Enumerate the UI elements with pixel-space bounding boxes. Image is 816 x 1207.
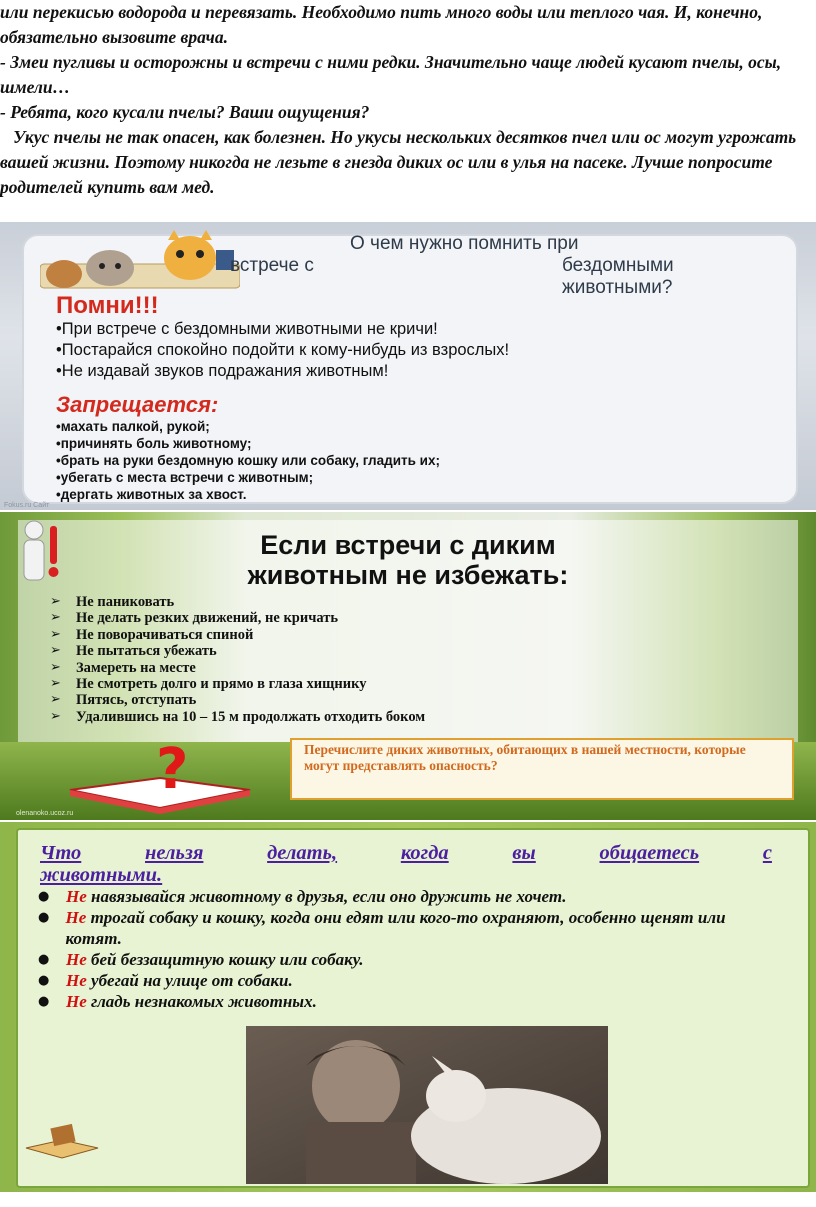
list-item: ➢ Не паниковать [50, 594, 175, 610]
intro-paragraph-4: Укус пчелы не так опасен, как болезнен. Но укусы нескольких десятков пчел или ос могут угрожать вашей жизни. Поэтому никогда не лезьте в гнезда диких ос или в улья на пасеке. Лучше попросите родителей купить вам мед. [0, 127, 801, 197]
slide-title-line3: животными? [562, 277, 673, 298]
svg-text:?: ? [156, 738, 189, 802]
arrow-bullet-icon: ➢ [50, 643, 61, 659]
slide-title-line1: Что нельзя делать, когда вы общаетесь с [40, 842, 772, 864]
list-item: ➢ Не поворачиваться спиной [50, 626, 254, 643]
intro-paragraph-3: - Ребята, кого кусали пчелы? Ваши ощущения? [0, 102, 370, 122]
list-item: ➢ Удалившись на 10 – 15 м продолжать отходить боком [50, 708, 426, 725]
slide-wild-animals [0, 512, 816, 820]
bullet-icon: ● [38, 952, 50, 967]
arrow-bullet-icon: ➢ [50, 626, 61, 642]
arrow-bullet-icon: ➢ [50, 610, 61, 626]
arrow-bullet-icon: ➢ [50, 676, 61, 692]
rules-list [38, 886, 774, 1012]
intro-paragraph-1: или перекисью водорода и перевязать. Необходимо пить много воды или теплого чая. И, конечно, обязательно вызовите врача. [0, 2, 763, 47]
bullet-icon: ● [38, 889, 50, 904]
list-item: ➢ Не пытаться убежать [50, 643, 217, 660]
slide-title-line1: О чем нужно помнить при [350, 233, 579, 254]
remember-list [56, 320, 756, 383]
slide-title [0, 530, 816, 590]
list-item: ● Не трогай собаку и кошку, когда они едят или кого-то охраняют, особенно щенят или котят. [38, 908, 726, 948]
boy-with-goat-photo [246, 1026, 608, 1184]
forbidden-heading: Запрещается: [56, 392, 219, 417]
list-item: •При встрече с бездомными животными не кричи! [56, 320, 438, 338]
arrow-bullet-icon: ➢ [50, 594, 61, 609]
slide-title-line2b: бездомными [562, 255, 674, 276]
list-item: •причинять боль животному; [56, 436, 252, 451]
list-item: ➢ Пятясь, отступать [50, 692, 197, 709]
slide-homeless-animals [0, 222, 816, 510]
list-item: ➢ Замереть на месте [50, 659, 196, 676]
books-icon [22, 1118, 102, 1162]
slide-title-line2: животными. [40, 864, 163, 886]
remember-heading: Помни!!! [56, 292, 159, 319]
list-item: ➢ Не смотреть долго и прямо в глаза хищнику [50, 676, 367, 693]
arrow-bullet-icon: ➢ [50, 708, 61, 724]
list-item: •Не издавай звуков подражания животным! [56, 362, 389, 380]
question-book-icon [60, 738, 260, 814]
intro-paragraph-2: - Змеи пугливы и осторожны и встречи с ними редки. Значительно чаще людей кусают пчелы, осы, шмели… [0, 52, 782, 97]
intro-text [0, 0, 812, 200]
slide-title-line1: Если встречи с диким [260, 530, 556, 560]
list-item: •дергать животных за хвост. [56, 487, 247, 502]
list-item: •махать палкой, рукой; [56, 419, 210, 434]
list-item: ● Не убегай на улице от собаки. [38, 971, 293, 990]
kittens-illustration [40, 230, 240, 292]
arrow-bullet-icon: ➢ [50, 692, 61, 708]
list-item: ● Не навязывайся животному в друзья, если оно дружить не хочет. [38, 887, 567, 906]
list-item: ● Не бей беззащитную кошку или собаку. [38, 950, 364, 969]
arrow-bullet-icon: ➢ [50, 659, 61, 675]
rules-list [50, 594, 790, 725]
slide-title-line2: животным не избежать: [247, 560, 569, 590]
slide-communication-rules [0, 822, 816, 1192]
list-item: ➢ Не делать резких движений, не кричать [50, 610, 339, 627]
question-text: Перечислите диких животных, обитающих в нашей местности, которые могут представлять опасность? [304, 742, 746, 773]
list-item: •Постарайся спокойно подойти к кому-нибудь из взрослых! [56, 341, 510, 359]
bullet-icon: ● [38, 973, 50, 988]
bullet-icon: ● [38, 910, 50, 925]
list-item: •брать на руки бездомную кошку или собаку, гладить их; [56, 453, 440, 468]
watermark: olenanoko.ucoz.ru [16, 810, 74, 817]
list-item: ● Не гладь незнакомых животных. [38, 992, 317, 1011]
bullet-icon: ● [38, 994, 50, 1009]
list-item: •убегать с места встречи с животным; [56, 470, 314, 485]
watermark: Fokus.ru Сайт [4, 502, 50, 509]
slide-title [40, 842, 772, 886]
forbidden-list [56, 418, 776, 503]
slide-title-line2a: встрече с [230, 255, 314, 276]
